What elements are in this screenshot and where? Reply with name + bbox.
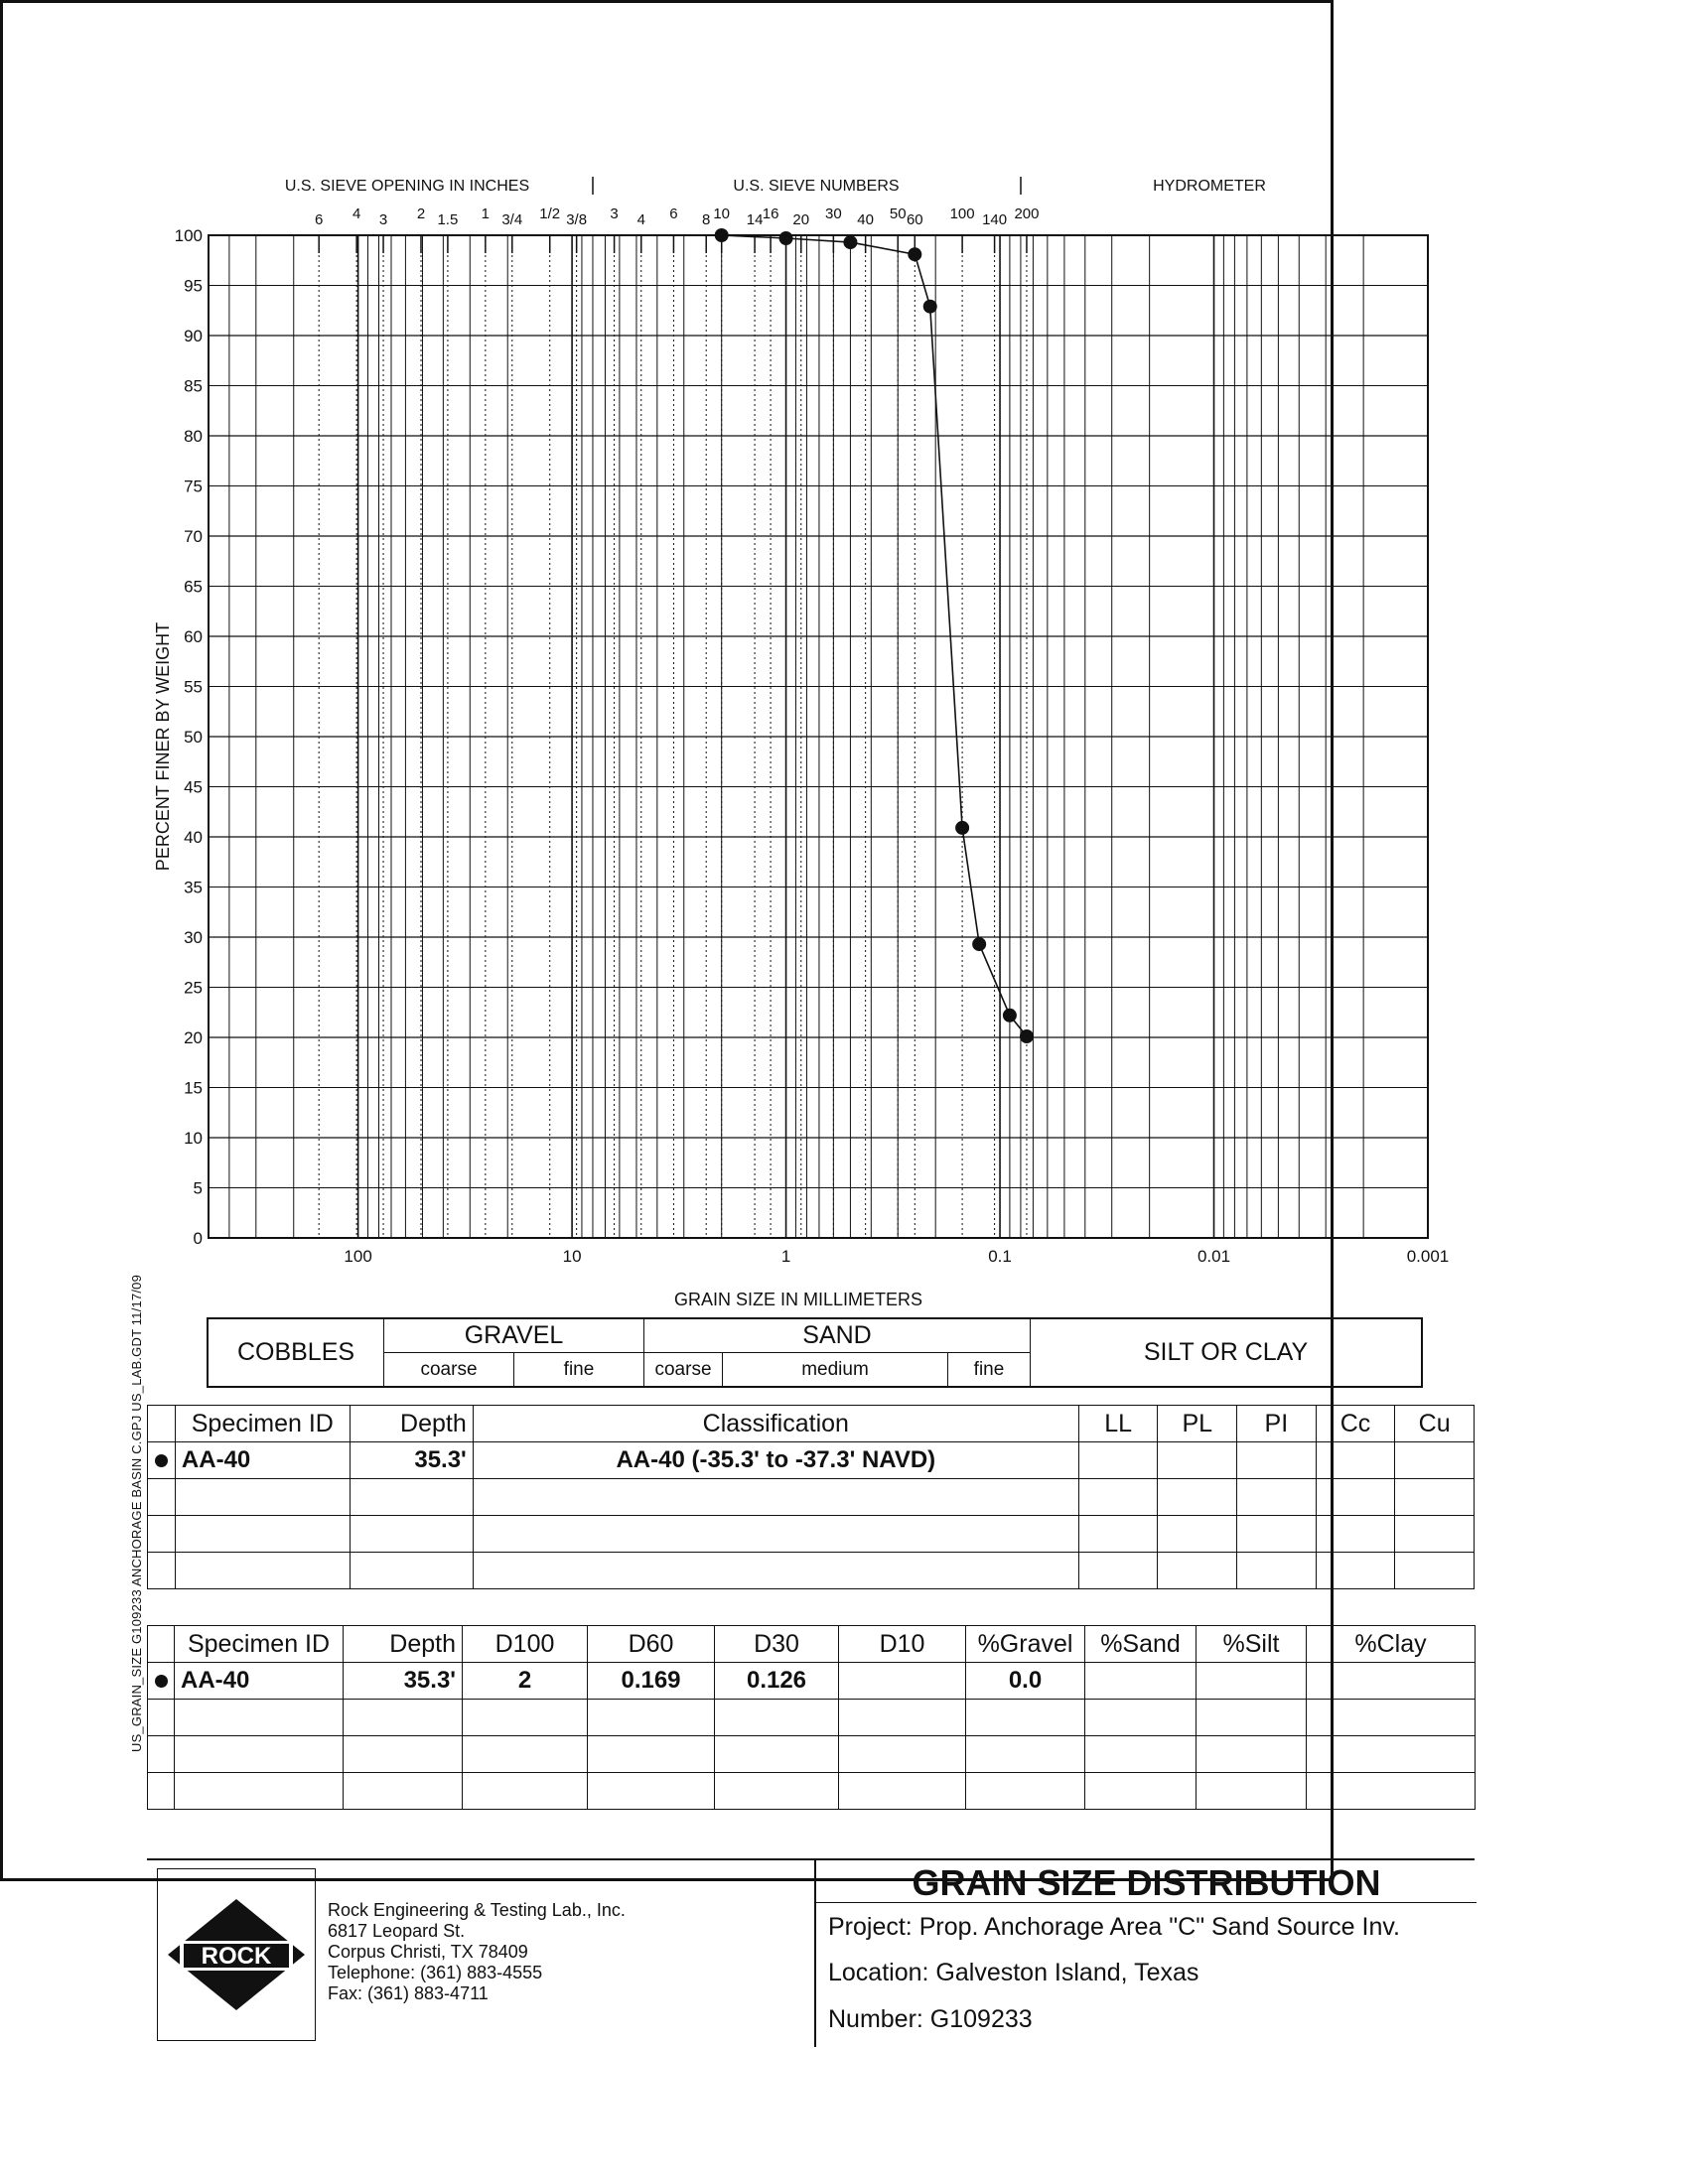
col-ll: LL	[1078, 1406, 1158, 1442]
logo-box	[157, 1868, 316, 2041]
y-tick-label: 10	[184, 1129, 203, 1148]
y-tick-label: 35	[184, 878, 203, 897]
file-side-label: US_GRAIN_SIZE G109233 ANCHORAGE BASIN C.GPJ US_LAB.GDT 11/17/09	[129, 1274, 144, 1752]
sieve-label: 100	[949, 205, 975, 222]
y-tick-label: 70	[184, 527, 203, 546]
y-tick-label: 85	[184, 376, 203, 396]
y-tick-label: 20	[184, 1028, 203, 1047]
sieve-label: 6	[669, 205, 678, 222]
data-point	[955, 821, 969, 835]
sieve-label: 4	[352, 205, 361, 222]
circle-marker-icon	[155, 1454, 168, 1467]
sand-cell: SAND	[644, 1319, 1031, 1353]
sieve-label: 3	[610, 205, 619, 222]
sieve-label: 1.5	[437, 211, 459, 228]
sieve-label: 8	[702, 211, 711, 228]
d30: 0.126	[715, 1663, 839, 1700]
y-tick-label: 30	[184, 928, 203, 947]
gravel-cell: GRAVEL	[384, 1319, 644, 1353]
data-point	[715, 228, 729, 242]
y-tick-label: 95	[184, 276, 203, 296]
sieve-label: 2	[416, 205, 426, 222]
sieve-label: 40	[857, 211, 874, 228]
sieve-label: 20	[792, 211, 810, 228]
col-sand: %Sand	[1085, 1626, 1197, 1663]
sieve-label: 6	[315, 211, 324, 228]
rock-logo	[158, 1869, 315, 2040]
sand-coarse-cell: coarse	[644, 1353, 723, 1386]
y-tick-label: 45	[184, 777, 203, 797]
sand-medium-cell: medium	[723, 1353, 948, 1386]
sand-fine-cell: fine	[948, 1353, 1031, 1386]
x-tick-label: 100	[344, 1247, 372, 1266]
sieve-label: 1	[481, 205, 491, 222]
y-tick-label: 65	[184, 577, 203, 597]
y-tick-label: 25	[184, 978, 203, 998]
data-point	[1003, 1009, 1017, 1023]
sieve-label: 50	[889, 205, 907, 222]
data-point	[923, 300, 937, 314]
company-fax: Fax: (361) 883-4711	[328, 1983, 489, 2003]
percent-gravel: 0.0	[966, 1663, 1085, 1700]
report-title: GRAIN SIZE DISTRIBUTION	[816, 1860, 1477, 1903]
data-point	[843, 235, 857, 249]
company-phone: Telephone: (361) 883-4555	[328, 1963, 543, 1982]
x-tick-label: 1	[780, 1247, 791, 1266]
row-marker	[148, 1442, 176, 1479]
data-point	[1020, 1029, 1034, 1043]
classification: AA-40 (-35.3' to -37.3' NAVD)	[473, 1442, 1078, 1479]
y-tick-label: 90	[184, 327, 203, 345]
data-point	[779, 231, 793, 245]
x-tick-label: 0.001	[1406, 1247, 1450, 1266]
d60: 0.169	[588, 1663, 715, 1700]
y-tick-label: 15	[184, 1078, 203, 1098]
sieve-label: 16	[762, 205, 779, 222]
d100: 2	[463, 1663, 588, 1700]
col-pi: PI	[1237, 1406, 1317, 1442]
x-axis-label: GRAIN SIZE IN MILLIMETERS	[673, 1290, 923, 1309]
col-specimen-id: Specimen ID	[175, 1406, 350, 1442]
sieve-label: 140	[982, 211, 1008, 228]
classification-table	[147, 1405, 1475, 1589]
data-point	[908, 247, 921, 261]
y-tick-label: 50	[184, 728, 203, 747]
y-tick-label: 80	[184, 427, 203, 446]
y-tick-label: 55	[184, 677, 203, 697]
col-d30: D30	[715, 1626, 839, 1663]
depth: 35.3'	[350, 1442, 473, 1479]
d10	[839, 1663, 966, 1700]
y-tick-label: 5	[193, 1178, 203, 1198]
gradation-table	[147, 1625, 1476, 1810]
sieve-label: 30	[825, 205, 842, 222]
sieve-label: 3	[378, 211, 388, 228]
sieve-numbers-header: U.S. SIEVE NUMBERS	[733, 178, 900, 195]
cobbles-cell: COBBLES	[209, 1319, 384, 1386]
table-header-row	[148, 1626, 1476, 1663]
col-depth: Depth	[344, 1626, 463, 1663]
sieve-inches-header: U.S. SIEVE OPENING IN INCHES	[284, 178, 530, 195]
data-point	[972, 937, 986, 951]
y-axis-label: PERCENT FINER BY WEIGHT	[153, 621, 173, 872]
sieve-label: 3/8	[566, 211, 588, 228]
project-line: Project: Prop. Anchorage Area "C" Sand Source Inv.	[828, 1913, 1400, 1941]
sieve-label: 4	[636, 211, 645, 228]
number-line: Number: G109233	[828, 2005, 1033, 2033]
col-silt: %Silt	[1197, 1626, 1307, 1663]
table-row	[148, 1663, 1476, 1700]
gravel-fine-cell: fine	[514, 1353, 644, 1386]
col-cc: Cc	[1316, 1406, 1395, 1442]
marker-header	[148, 1626, 175, 1663]
y-tick-label: 40	[184, 828, 203, 847]
col-depth: Depth	[350, 1406, 473, 1442]
company-street: 6817 Leopard St.	[328, 1921, 466, 1941]
depth: 35.3'	[344, 1663, 463, 1700]
col-d100: D100	[463, 1626, 588, 1663]
sieve-label: 14	[746, 211, 764, 228]
location-line: Location: Galveston Island, Texas	[828, 1959, 1199, 1986]
x-tick-label: 0.01	[1197, 1247, 1231, 1266]
col-classification: Classification	[473, 1406, 1078, 1442]
company-city: Corpus Christi, TX 78409	[328, 1942, 528, 1962]
x-tick-label: 10	[562, 1247, 582, 1266]
y-tick-label: 100	[174, 226, 203, 245]
specimen-id: AA-40	[175, 1663, 344, 1700]
sieve-label: 3/4	[501, 211, 523, 228]
y-tick-label: 75	[184, 477, 203, 496]
col-d10: D10	[839, 1626, 966, 1663]
col-cu: Cu	[1395, 1406, 1475, 1442]
hydrometer-header: HYDROMETER	[1153, 178, 1266, 195]
sieve-label: 200	[1014, 205, 1040, 222]
col-gravel: %Gravel	[966, 1626, 1085, 1663]
col-pl: PL	[1158, 1406, 1237, 1442]
marker-header	[148, 1406, 176, 1442]
circle-marker-icon	[155, 1675, 168, 1688]
y-tick-label: 0	[193, 1229, 203, 1248]
sieve-label: 10	[713, 205, 731, 222]
specimen-id: AA-40	[175, 1442, 350, 1479]
table-header-row	[148, 1406, 1475, 1442]
title-block	[814, 1860, 1477, 2047]
sieve-label: 60	[906, 211, 923, 228]
silt-clay-cell: SILT OR CLAY	[1143, 1338, 1309, 1366]
sieve-label: 1/2	[539, 205, 561, 222]
col-specimen-id: Specimen ID	[175, 1626, 344, 1663]
col-clay: %Clay	[1307, 1626, 1476, 1663]
report-footer	[147, 1858, 1475, 2047]
soil-classification-band	[207, 1317, 1423, 1388]
gravel-coarse-cell: coarse	[384, 1353, 514, 1386]
company-info	[328, 1900, 626, 2004]
company-name: Rock Engineering & Testing Lab., Inc.	[328, 1900, 626, 1920]
table-row	[148, 1442, 1475, 1479]
col-d60: D60	[588, 1626, 715, 1663]
logo-text: ROCK	[201, 1943, 272, 1970]
row-marker	[148, 1663, 175, 1700]
y-tick-label: 60	[184, 627, 203, 646]
x-tick-label: 0.1	[988, 1247, 1012, 1266]
